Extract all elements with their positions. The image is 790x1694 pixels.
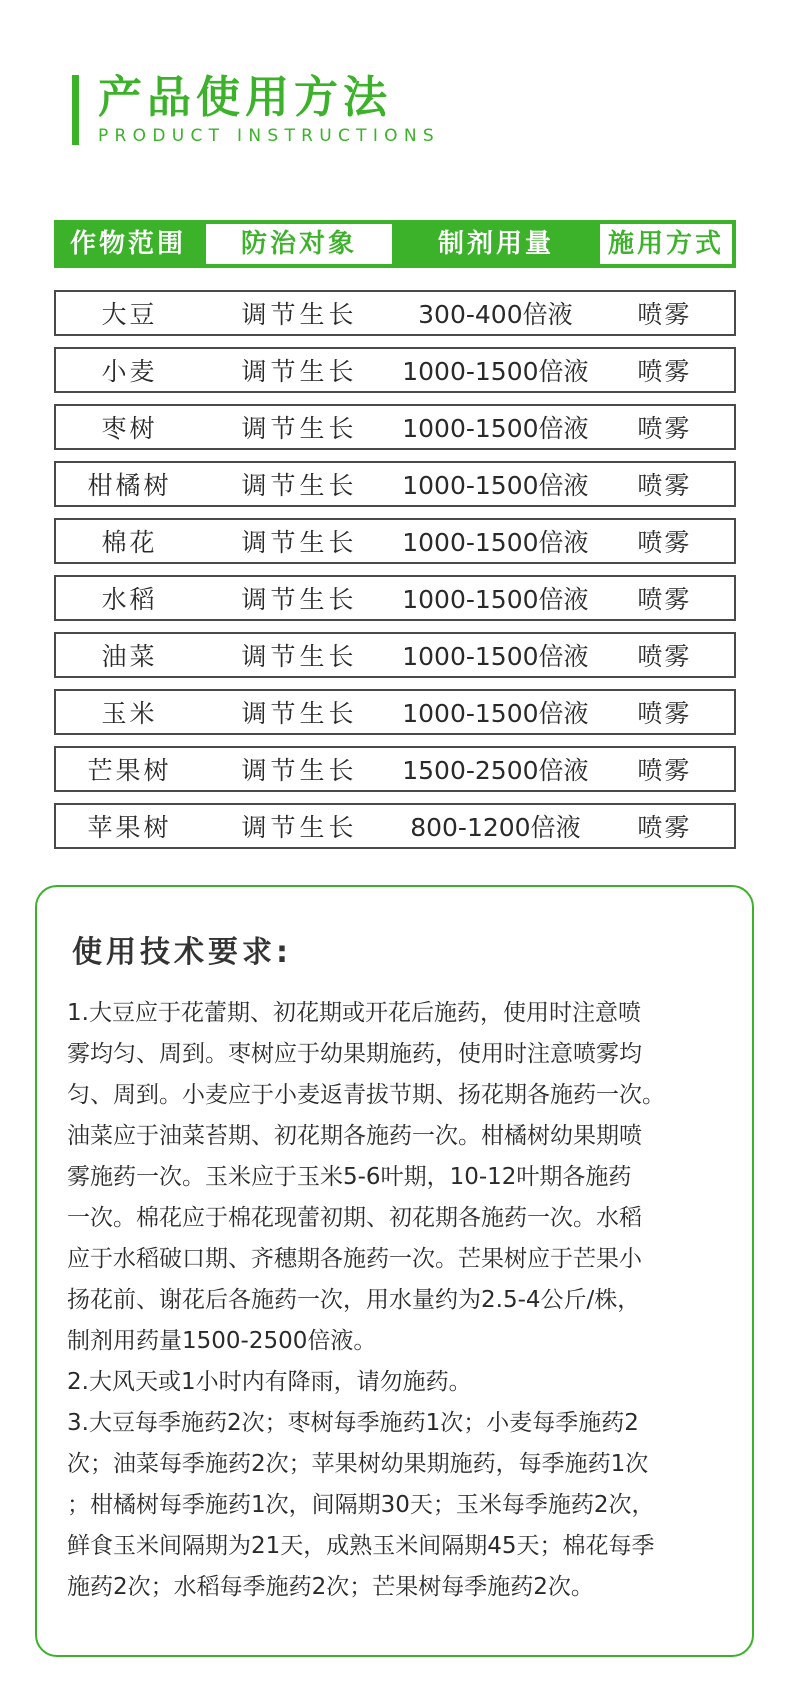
- cell-crop: 小麦: [101, 357, 158, 386]
- notes-line: 2.大风天或1小时内有降雨，请勿施药。: [67, 1369, 472, 1395]
- notes-line: 匀、周到。小麦应于小麦返青拔节期、扬花期各施药一次。: [67, 1082, 665, 1108]
- cell-crop: 油菜: [101, 642, 158, 671]
- cell-crop: 芒果树: [87, 756, 172, 785]
- cell-method: 喷雾: [637, 642, 692, 671]
- notes-line: 鲜食玉米间隔期为21天，成熟玉米间隔期45天；棉花每季: [67, 1533, 655, 1559]
- notes-line: 1.大豆应于花蕾期、初花期或开花后施药，使用时注意喷: [67, 1000, 641, 1026]
- cell-method: 喷雾: [637, 300, 692, 329]
- column-header-dose: 制剂用量: [396, 220, 596, 268]
- table-row: [54, 689, 736, 735]
- notes-line: 应于水稻破口期、齐穗期各施药一次。芒果树应于芒果小: [67, 1246, 642, 1272]
- table-row: [54, 518, 736, 564]
- notes-line: 雾施药一次。玉米应于玉米5-6叶期，10-12叶期各施药: [67, 1164, 632, 1190]
- table-row: [54, 404, 736, 450]
- cell-method: 喷雾: [637, 414, 692, 443]
- cell-dose: 1000-1500倍液: [402, 357, 589, 386]
- cell-crop: 枣树: [101, 414, 158, 443]
- cell-method: 喷雾: [637, 357, 692, 386]
- notes-body: [67, 993, 735, 1608]
- cell-target: 调节生长: [241, 471, 358, 500]
- cell-target: 调节生长: [241, 528, 358, 557]
- notes-line: 雾均匀、周到。枣树应于幼果期施药，使用时注意喷雾均: [67, 1041, 642, 1067]
- cell-target: 调节生长: [241, 357, 358, 386]
- table-row: [54, 575, 736, 621]
- cell-dose: 1000-1500倍液: [402, 699, 589, 728]
- cell-dose: 1000-1500倍液: [402, 414, 589, 443]
- cell-crop: 大豆: [101, 300, 158, 329]
- cell-crop: 苹果树: [87, 813, 172, 842]
- title-accent-bar: [72, 75, 79, 145]
- cell-crop: 水稻: [101, 585, 158, 614]
- cell-dose: 300-400倍液: [418, 300, 573, 329]
- cell-target: 调节生长: [241, 642, 358, 671]
- cell-dose: 1500-2500倍液: [402, 756, 589, 785]
- cell-target: 调节生长: [241, 813, 358, 842]
- notes-line: ；柑橘树每季施药1次，间隔期30天；玉米每季施药2次，: [67, 1492, 655, 1518]
- notes-line: 扬花前、谢花后各施药一次，用水量约为2.5-4公斤/株，: [67, 1287, 641, 1313]
- notes-line: 次；油菜每季施药2次；苹果树幼果期施药，每季施药1次: [67, 1451, 649, 1477]
- cell-target: 调节生长: [241, 756, 358, 785]
- table-row: [54, 347, 736, 393]
- table-row: [54, 290, 736, 336]
- cell-target: 调节生长: [241, 699, 358, 728]
- cell-method: 喷雾: [637, 585, 692, 614]
- column-header-target: 防治对象: [202, 220, 396, 268]
- cell-dose: 1000-1500倍液: [402, 642, 589, 671]
- page-title: 产品使用方法: [98, 72, 392, 123]
- table-row: [54, 803, 736, 849]
- cell-crop: 玉米: [101, 699, 158, 728]
- notes-line: 一次。棉花应于棉花现蕾初期、初花期各施药一次。水稻: [67, 1205, 642, 1231]
- cell-dose: 800-1200倍液: [410, 813, 581, 842]
- cell-method: 喷雾: [637, 471, 692, 500]
- usage-requirements-box: [35, 885, 754, 1657]
- cell-dose: 1000-1500倍液: [402, 471, 589, 500]
- cell-target: 调节生长: [241, 300, 358, 329]
- notes-title: 使用技术要求:: [72, 935, 292, 970]
- notes-line: 3.大豆每季施药2次；枣树每季施药1次；小麦每季施药2: [67, 1410, 639, 1436]
- cell-crop: 柑橘树: [87, 471, 172, 500]
- cell-method: 喷雾: [637, 813, 692, 842]
- table-row: [54, 632, 736, 678]
- cell-target: 调节生长: [241, 414, 358, 443]
- column-header-method: 施用方式: [596, 220, 736, 268]
- cell-method: 喷雾: [637, 528, 692, 557]
- page-subtitle: PRODUCT INSTRUCTIONS: [98, 126, 440, 146]
- table-row: [54, 461, 736, 507]
- notes-line: 施药2次；水稻每季施药2次；芒果树每季施药2次。: [67, 1574, 594, 1600]
- cell-crop: 棉花: [101, 528, 158, 557]
- column-header-crop: 作物范围: [54, 220, 202, 268]
- cell-dose: 1000-1500倍液: [402, 585, 589, 614]
- table-row: [54, 746, 736, 792]
- notes-line: 油菜应于油菜苔期、初花期各施药一次。柑橘树幼果期喷: [67, 1123, 642, 1149]
- cell-dose: 1000-1500倍液: [402, 528, 589, 557]
- table-header: [54, 220, 736, 268]
- cell-target: 调节生长: [241, 585, 358, 614]
- cell-method: 喷雾: [637, 756, 692, 785]
- cell-method: 喷雾: [637, 699, 692, 728]
- notes-line: 制剂用药量1500-2500倍液。: [67, 1328, 377, 1354]
